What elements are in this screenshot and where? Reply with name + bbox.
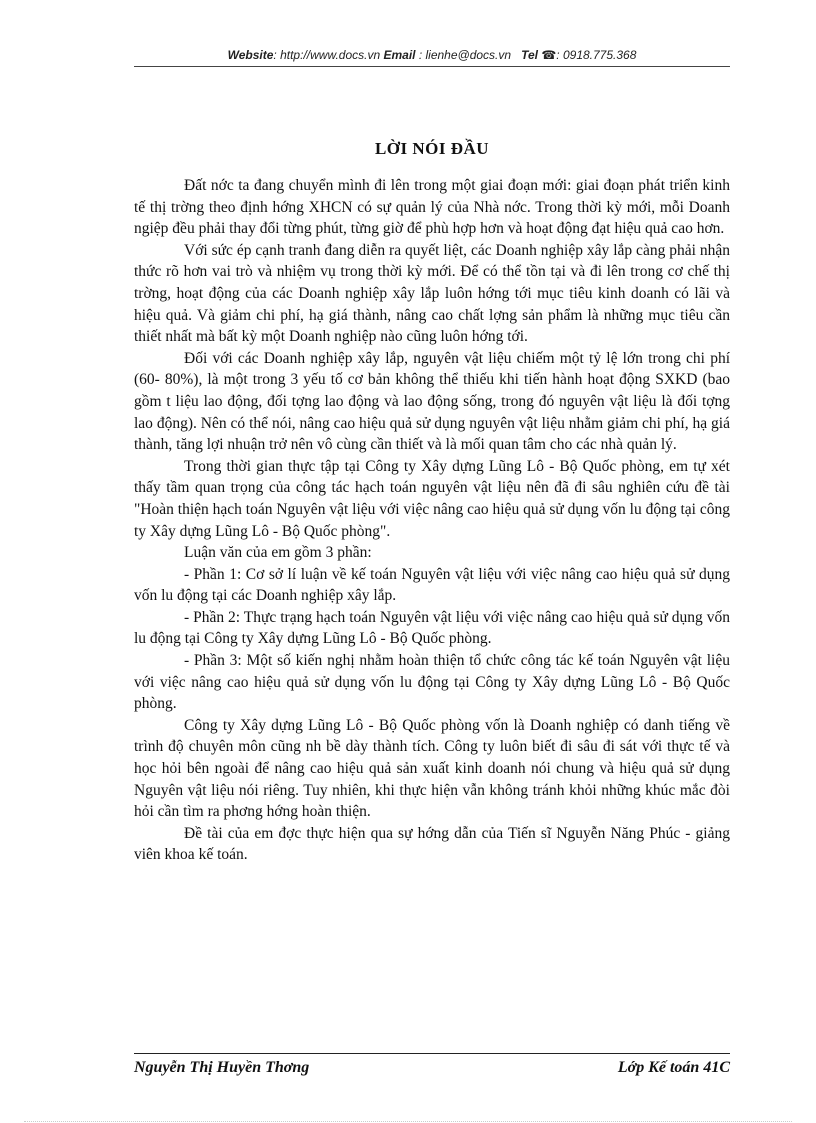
tel-value: : 0918.775.368 [556,48,637,62]
paragraph: Trong thời gian thực tập tại Công ty Xây dựng Lũng Lô - Bộ Quốc phòng, em tự xét thấy tầm quan trọng của công tác hạch toán nguyên vật liệu nên đã đi sâu nghiên cứu đề tài "Hoàn thiện hạch toán Nguyên vật liệu với việc nâng cao hiệu quả sử dụng vốn lu động tại công ty Xây dựng Lũng Lô - Bộ Quốc phòng". [134,457,730,540]
page-header [134,48,730,62]
tel-label: Tel [521,48,538,62]
website-label: Website [227,48,274,62]
header-divider [134,66,730,67]
paragraph: Đất nớc ta đang chuyển mình đi lên trong một giai đoạn mới: giai đoạn phát triển kinh tế thị trờng theo định hớng XHCN có sự quản lý của Nhà nớc. Trong thời kỳ mới, mỗi Doanh ngiệp đều phải thay đổi từng phút, từng giờ để phù hợp hơn và hoạt động đạt hiệu quả cao hơn. [134,177,730,238]
paragraph: - Phần 3: Một số kiến nghị nhằm hoàn thiện tổ chức công tác kế toán Nguyên vật liệu với việc nâng cao hiệu quả sử dụng vốn lu động tại Công ty Xây dựng Lũng Lô - Bộ Quốc phòng. [134,652,730,713]
page-title: LỜI NÓI ĐẦU [374,139,490,158]
paragraph: Với sức ép cạnh tranh đang diễn ra quyết liệt, các Doanh nghiệp xây lắp càng phải nhận thức rõ hơn vai trò và nhiệm vụ trong thời kỳ mới. Để có thể tồn tại và đi lên trong cơ chế thị trờng, hoạt động của các Doanh nghiệp xây lắp luôn hớng tới mục tiêu kinh doanh có lãi và hiệu quả. Và giảm chi phí, hạ giá thành, nâng cao chất lợng sản phẩm là những mục tiêu cần thiết nhất mà bất kỳ một Doanh nghiệp nào cũng luôn hớng tới. [134,241,730,346]
paragraph: Đề tài của em đợc thực hiện qua sự hớng dẫn của Tiến sĩ Nguyễn Năng Phúc - giảng viên khoa kế toán. [134,824,730,864]
footer-divider [134,1053,730,1054]
email-value: : lienhe@docs.vn [415,48,512,62]
paragraph: - Phần 1: Cơ sở lí luận về kế toán Nguyên vật liệu với việc nâng cao hiệu quả sử dụng vốn lu động tại các Doanh nghiệp xây lắp. [134,565,730,605]
paragraph: Luận văn của em gồm 3 phần: [184,544,372,562]
email-label: Email [383,48,416,62]
website-value: : http://www.docs.vn [273,48,381,62]
document-body [134,175,730,866]
paragraph: - Phần 2: Thực trạng hạch toán Nguyên vật liệu với việc nâng cao hiệu quả sử dụng vốn lu động tại Công ty Xây dựng Lũng Lô - Bộ Quốc phòng. [134,608,730,648]
paragraph: Đối với các Doanh nghiệp xây lắp, nguyên vật liệu chiếm một tỷ lệ lớn trong chi phí (60- 80%), là một trong 3 yếu tố cơ bản không thể thiếu khi tiến hành hoạt động SXKD (bao gồm t liệu lao động, đối tợng lao động và lao động sống, trong đó nguyên vật liệu là đối tợng lao động). Nên có thể nói, nâng cao hiệu quả sử dụng nguyên vật liệu nhằm giảm chi phí, hạ giá thành, tăng lợi nhuận trở nên vô cùng cần thiết và là mối quan tâm cho các nhà quản lý. [134,349,730,454]
phone-icon: ☎ [541,48,557,62]
footer-author: Nguyễn Thị Huyền Thơng [134,1059,310,1076]
footer-class: Lớp Kế toán 41C [617,1059,730,1076]
paragraph: Công ty Xây dựng Lũng Lô - Bộ Quốc phòng vốn là Doanh nghiệp có danh tiếng về trình độ chuyên môn cũng nh bề dày thành tích. Công ty luôn biết đi sâu đi sát với thực tế và học hỏi bên ngoài để nâng cao hiệu quả sản xuất kinh doanh nói chung và hiệu quả sử dụng Nguyên vật liệu nói riêng. Tuy nhiên, khi thực hiện vẫn không tránh khỏi những khúc mắc đòi hỏi cần tìm ra phơng hớng hoàn thiện. [134,716,730,821]
page-edge-divider [24,1121,792,1122]
